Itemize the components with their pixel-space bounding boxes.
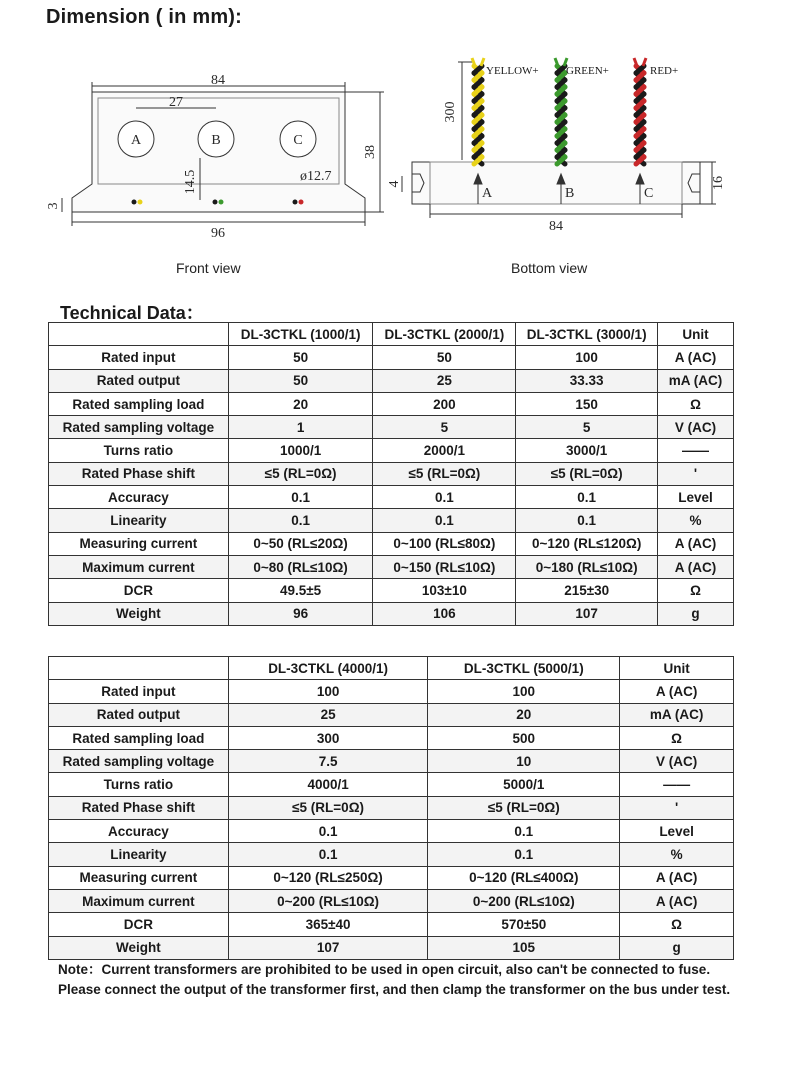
table-header-row xyxy=(49,657,734,680)
table-row xyxy=(49,346,734,369)
table-cell: mA (AC) xyxy=(620,703,734,726)
row-label: Accuracy xyxy=(49,820,229,843)
row-label: Rated Phase shift xyxy=(49,462,229,485)
table-row xyxy=(49,392,734,415)
column-header: Unit xyxy=(620,657,734,680)
table-cell: 200 xyxy=(373,392,516,415)
table-cell: 500 xyxy=(428,726,620,749)
front-view-caption: Front view xyxy=(176,260,241,276)
hole-label-b: B xyxy=(211,133,221,148)
table-cell: 0.1 xyxy=(373,486,516,509)
row-label: Rated output xyxy=(49,703,229,726)
table-cell: 33.33 xyxy=(516,369,658,392)
table-cell: 20 xyxy=(428,703,620,726)
column-header: DL-3CTKL (4000/1) xyxy=(228,657,428,680)
lead-dot-red xyxy=(293,200,298,205)
column-header: DL-3CTKL (1000/1) xyxy=(228,323,373,346)
front-view-drawing xyxy=(62,82,384,226)
table-cell: 50 xyxy=(373,346,516,369)
table-cell: ≤5 (RL=0Ω) xyxy=(228,462,373,485)
page-title: Dimension ( in mm): xyxy=(46,6,243,28)
table-cell: 50 xyxy=(228,369,373,392)
column-header: DL-3CTKL (5000/1) xyxy=(428,657,620,680)
table-cell: A (AC) xyxy=(658,346,734,369)
table-row xyxy=(49,680,734,703)
dim-bottom-length: 84 xyxy=(549,219,563,234)
table-cell: Ω xyxy=(658,392,734,415)
table-cell: 0~200 (RL≤10Ω) xyxy=(428,889,620,912)
header-blank-cell xyxy=(49,323,229,346)
table-row xyxy=(49,843,734,866)
table-row xyxy=(49,532,734,555)
table-row xyxy=(49,773,734,796)
table-cell: 0~100 (RL≤80Ω) xyxy=(373,532,516,555)
table-cell: 100 xyxy=(428,680,620,703)
section-title: Technical Data： xyxy=(60,303,204,323)
table-row xyxy=(49,889,734,912)
row-label: Rated sampling voltage xyxy=(49,416,229,439)
table-cell: 0~200 (RL≤10Ω) xyxy=(228,889,428,912)
table-cell: 1000/1 xyxy=(228,439,373,462)
table-cell: 96 xyxy=(228,602,373,625)
table-cell: 0~50 (RL≤20Ω) xyxy=(228,532,373,555)
table-cell: 100 xyxy=(516,346,658,369)
dim-base-width: 96 xyxy=(211,226,225,240)
table-cell: A (AC) xyxy=(620,866,734,889)
row-label: Rated input xyxy=(49,346,229,369)
bottom-body-outline xyxy=(412,162,700,204)
dim-flange: 3 xyxy=(46,202,61,210)
table-cell: 0~120 (RL≤400Ω) xyxy=(428,866,620,889)
dim-front-width: 84 xyxy=(211,73,225,88)
phase-label-b: B xyxy=(565,186,575,201)
row-label: Rated sampling load xyxy=(49,726,229,749)
lead-dot-yellow xyxy=(132,200,137,205)
hole-label-c: C xyxy=(293,133,303,148)
row-label: DCR xyxy=(49,579,229,602)
table-row xyxy=(49,416,734,439)
bottom-view-caption: Bottom view xyxy=(511,260,588,276)
wire-label-red: RED+ xyxy=(650,65,679,77)
row-label: Turns ratio xyxy=(49,773,229,796)
table-cell: —— xyxy=(620,773,734,796)
table-cell: g xyxy=(620,936,734,959)
table-cell: % xyxy=(658,509,734,532)
column-header: DL-3CTKL (2000/1) xyxy=(373,323,516,346)
table-cell: Ω xyxy=(658,579,734,602)
table-row xyxy=(49,913,734,936)
dim-hole-pitch: 27 xyxy=(169,95,183,110)
table-cell: 365±40 xyxy=(228,913,428,936)
table-cell: 5 xyxy=(516,416,658,439)
table-cell: 0.1 xyxy=(516,509,658,532)
table-cell: 2000/1 xyxy=(373,439,516,462)
dim-bottom-depth: 4 xyxy=(387,180,402,188)
table-row xyxy=(49,439,734,462)
table-header-row xyxy=(49,323,734,346)
table-cell: 0.1 xyxy=(373,509,516,532)
row-label: Linearity xyxy=(49,509,229,532)
note-text: Note：Current transformers are prohibited to be used in open circuit, also can't be connected to fuse. Please connect the output of the transformer first, and then clamp the transformer on the bus under test. xyxy=(58,962,731,997)
table-cell: 0.1 xyxy=(228,486,373,509)
table-row xyxy=(49,602,734,625)
table-row xyxy=(49,579,734,602)
row-label: Turns ratio xyxy=(49,439,229,462)
table-cell: 105 xyxy=(428,936,620,959)
table-cell: A (AC) xyxy=(620,889,734,912)
table-row xyxy=(49,866,734,889)
table-cell: 0~150 (RL≤10Ω) xyxy=(373,555,516,578)
row-label: Rated sampling load xyxy=(49,392,229,415)
table-cell: 4000/1 xyxy=(228,773,428,796)
wire-label-yellow: YELLOW+ xyxy=(486,65,539,77)
table-cell: 20 xyxy=(228,392,373,415)
table-cell: 0~120 (RL≤120Ω) xyxy=(516,532,658,555)
dim-lead-length: 300 xyxy=(443,101,458,123)
dimension-drawing xyxy=(0,40,800,240)
spec-table-2 xyxy=(48,656,734,960)
table-cell: 0.1 xyxy=(228,509,373,532)
table-cell: 5000/1 xyxy=(428,773,620,796)
table-cell: Ω xyxy=(620,913,734,936)
column-header: DL-3CTKL (3000/1) xyxy=(516,323,658,346)
row-label: Rated Phase shift xyxy=(49,796,229,819)
table-row xyxy=(49,555,734,578)
header-blank-cell xyxy=(49,657,229,680)
table-cell: Level xyxy=(620,820,734,843)
table-cell: 570±50 xyxy=(428,913,620,936)
table-cell: 103±10 xyxy=(373,579,516,602)
table-cell: 0.1 xyxy=(516,486,658,509)
table-row xyxy=(49,462,734,485)
column-header: Unit xyxy=(658,323,734,346)
table-cell: 0.1 xyxy=(428,820,620,843)
table-cell: 50 xyxy=(228,346,373,369)
table-cell: A (AC) xyxy=(620,680,734,703)
table-cell: 0~180 (RL≤10Ω) xyxy=(516,555,658,578)
row-label: DCR xyxy=(49,913,229,936)
table-row xyxy=(49,486,734,509)
row-label: Maximum current xyxy=(49,889,229,912)
table-cell: 0.1 xyxy=(228,843,428,866)
table-cell: A (AC) xyxy=(658,555,734,578)
table-cell: 100 xyxy=(228,680,428,703)
row-label: Weight xyxy=(49,602,229,625)
table-cell: A (AC) xyxy=(658,532,734,555)
table-cell: ≤5 (RL=0Ω) xyxy=(428,796,620,819)
row-label: Rated sampling voltage xyxy=(49,750,229,773)
row-label: Measuring current xyxy=(49,532,229,555)
phase-label-c: C xyxy=(644,186,654,201)
table-cell: 107 xyxy=(516,602,658,625)
table-cell: 25 xyxy=(373,369,516,392)
row-label: Rated input xyxy=(49,680,229,703)
table-cell: ≤5 (RL=0Ω) xyxy=(373,462,516,485)
table-cell: 0~80 (RL≤10Ω) xyxy=(228,555,373,578)
table-cell: 25 xyxy=(228,703,428,726)
table-cell: —— xyxy=(658,439,734,462)
table-row xyxy=(49,369,734,392)
table-cell: ' xyxy=(620,796,734,819)
table-cell: 10 xyxy=(428,750,620,773)
table-row xyxy=(49,509,734,532)
phase-label-a: A xyxy=(482,186,493,201)
table-cell: 150 xyxy=(516,392,658,415)
wire-label-green: GREEN+ xyxy=(566,65,609,77)
row-label: Rated output xyxy=(49,369,229,392)
wire-tip xyxy=(634,58,646,66)
table-cell: 0.1 xyxy=(228,820,428,843)
table-row xyxy=(49,750,734,773)
table-row xyxy=(49,703,734,726)
row-label: Weight xyxy=(49,936,229,959)
table-cell: 7.5 xyxy=(228,750,428,773)
table-cell: 300 xyxy=(228,726,428,749)
hole-label-a: A xyxy=(130,133,142,148)
table-cell: 5 xyxy=(373,416,516,439)
table-cell: Level xyxy=(658,486,734,509)
dim-bottom-height: 16 xyxy=(711,176,726,190)
table-cell: V (AC) xyxy=(620,750,734,773)
table-cell: ≤5 (RL=0Ω) xyxy=(516,462,658,485)
dim-front-height: 38 xyxy=(363,145,378,159)
table-cell: 107 xyxy=(228,936,428,959)
table-row xyxy=(49,820,734,843)
table-cell: 0~120 (RL≤250Ω) xyxy=(228,866,428,889)
row-label: Linearity xyxy=(49,843,229,866)
table-cell: 1 xyxy=(228,416,373,439)
table-cell: 106 xyxy=(373,602,516,625)
table-cell: ' xyxy=(658,462,734,485)
wire-tip xyxy=(472,58,484,66)
table-cell: mA (AC) xyxy=(658,369,734,392)
table-row xyxy=(49,936,734,959)
table-row xyxy=(49,796,734,819)
spec-table-1 xyxy=(48,322,734,626)
row-label: Accuracy xyxy=(49,486,229,509)
table-cell: 0.1 xyxy=(428,843,620,866)
table-cell: Ω xyxy=(620,726,734,749)
row-label: Measuring current xyxy=(49,866,229,889)
row-label: Maximum current xyxy=(49,555,229,578)
lead-dot-green xyxy=(213,200,218,205)
table-cell: 215±30 xyxy=(516,579,658,602)
table-cell: 49.5±5 xyxy=(228,579,373,602)
table-cell: ≤5 (RL=0Ω) xyxy=(228,796,428,819)
table-row xyxy=(49,726,734,749)
table-cell: g xyxy=(658,602,734,625)
table-cell: % xyxy=(620,843,734,866)
table-cell: V (AC) xyxy=(658,416,734,439)
dim-hole-height: 14.5 xyxy=(183,169,198,195)
table-cell: 3000/1 xyxy=(516,439,658,462)
dim-hole-diameter: ø12.7 xyxy=(300,169,332,184)
